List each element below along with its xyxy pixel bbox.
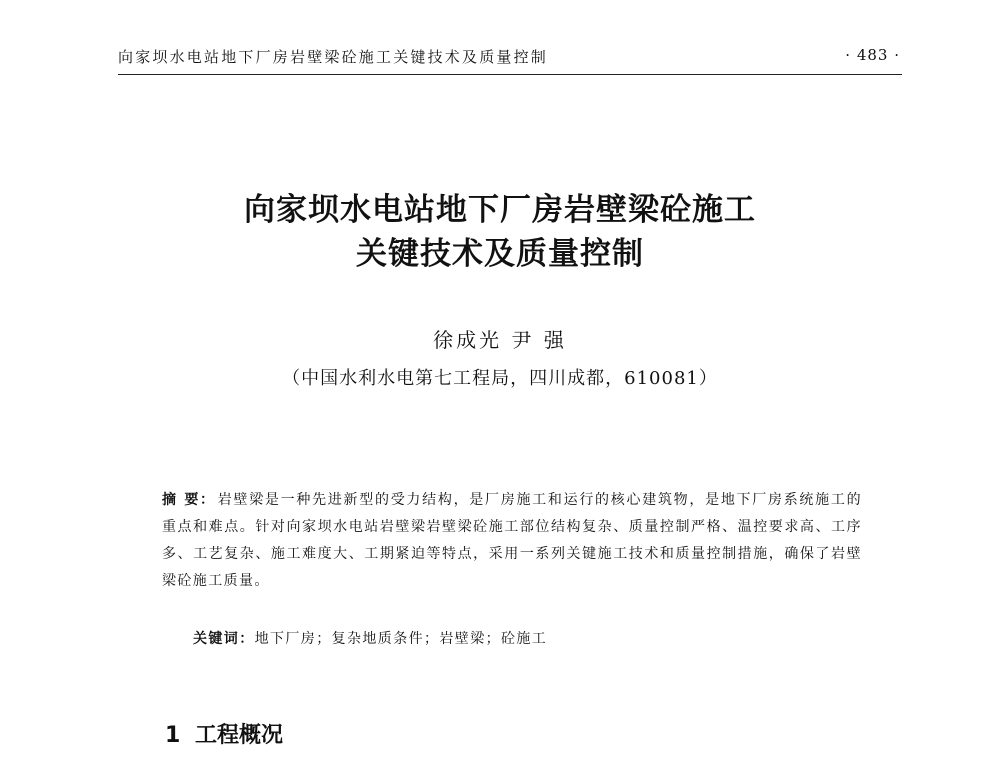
running-header bbox=[118, 44, 902, 75]
section-heading bbox=[165, 718, 283, 749]
abstract-label: 摘 要： bbox=[162, 492, 216, 508]
abstract-text: 岩壁梁是一种先进新型的受力结构，是厂房施工和运行的核心建筑物，是地下厂房系统施工的重点和难点。针对向家坝水电站岩壁梁岩壁梁砼施工部位结构复杂、质量控制严格、温控要求高、工序多、工艺复杂、施工难度大、工期紧迫等特点，采用一系列关键施工技术和质量控制措施，确保了岩壁梁砼施工质量。 bbox=[162, 492, 862, 589]
section-number: 1 bbox=[165, 723, 181, 749]
title-line-2: 关键技术及质量控制 bbox=[356, 236, 644, 272]
keywords-text: 地下厂房；复杂地质条件；岩壁梁；砼施工 bbox=[254, 631, 548, 647]
keywords-label: 关键词： bbox=[193, 631, 255, 647]
running-title: 向家坝水电站地下厂房岩壁梁砼施工关键技术及质量控制 bbox=[118, 48, 549, 66]
page-number: · 483 · bbox=[845, 46, 900, 64]
article-title bbox=[0, 188, 1000, 276]
keywords bbox=[193, 626, 863, 653]
abstract bbox=[162, 487, 862, 595]
affiliation: （中国水利水电第七工程局，四川成都，610081） bbox=[282, 368, 718, 389]
section-title: 工程概况 bbox=[195, 723, 284, 749]
title-line-1: 向家坝水电站地下厂房岩壁梁砼施工 bbox=[244, 192, 756, 228]
authors: 徐成光 尹 强 bbox=[433, 328, 567, 352]
